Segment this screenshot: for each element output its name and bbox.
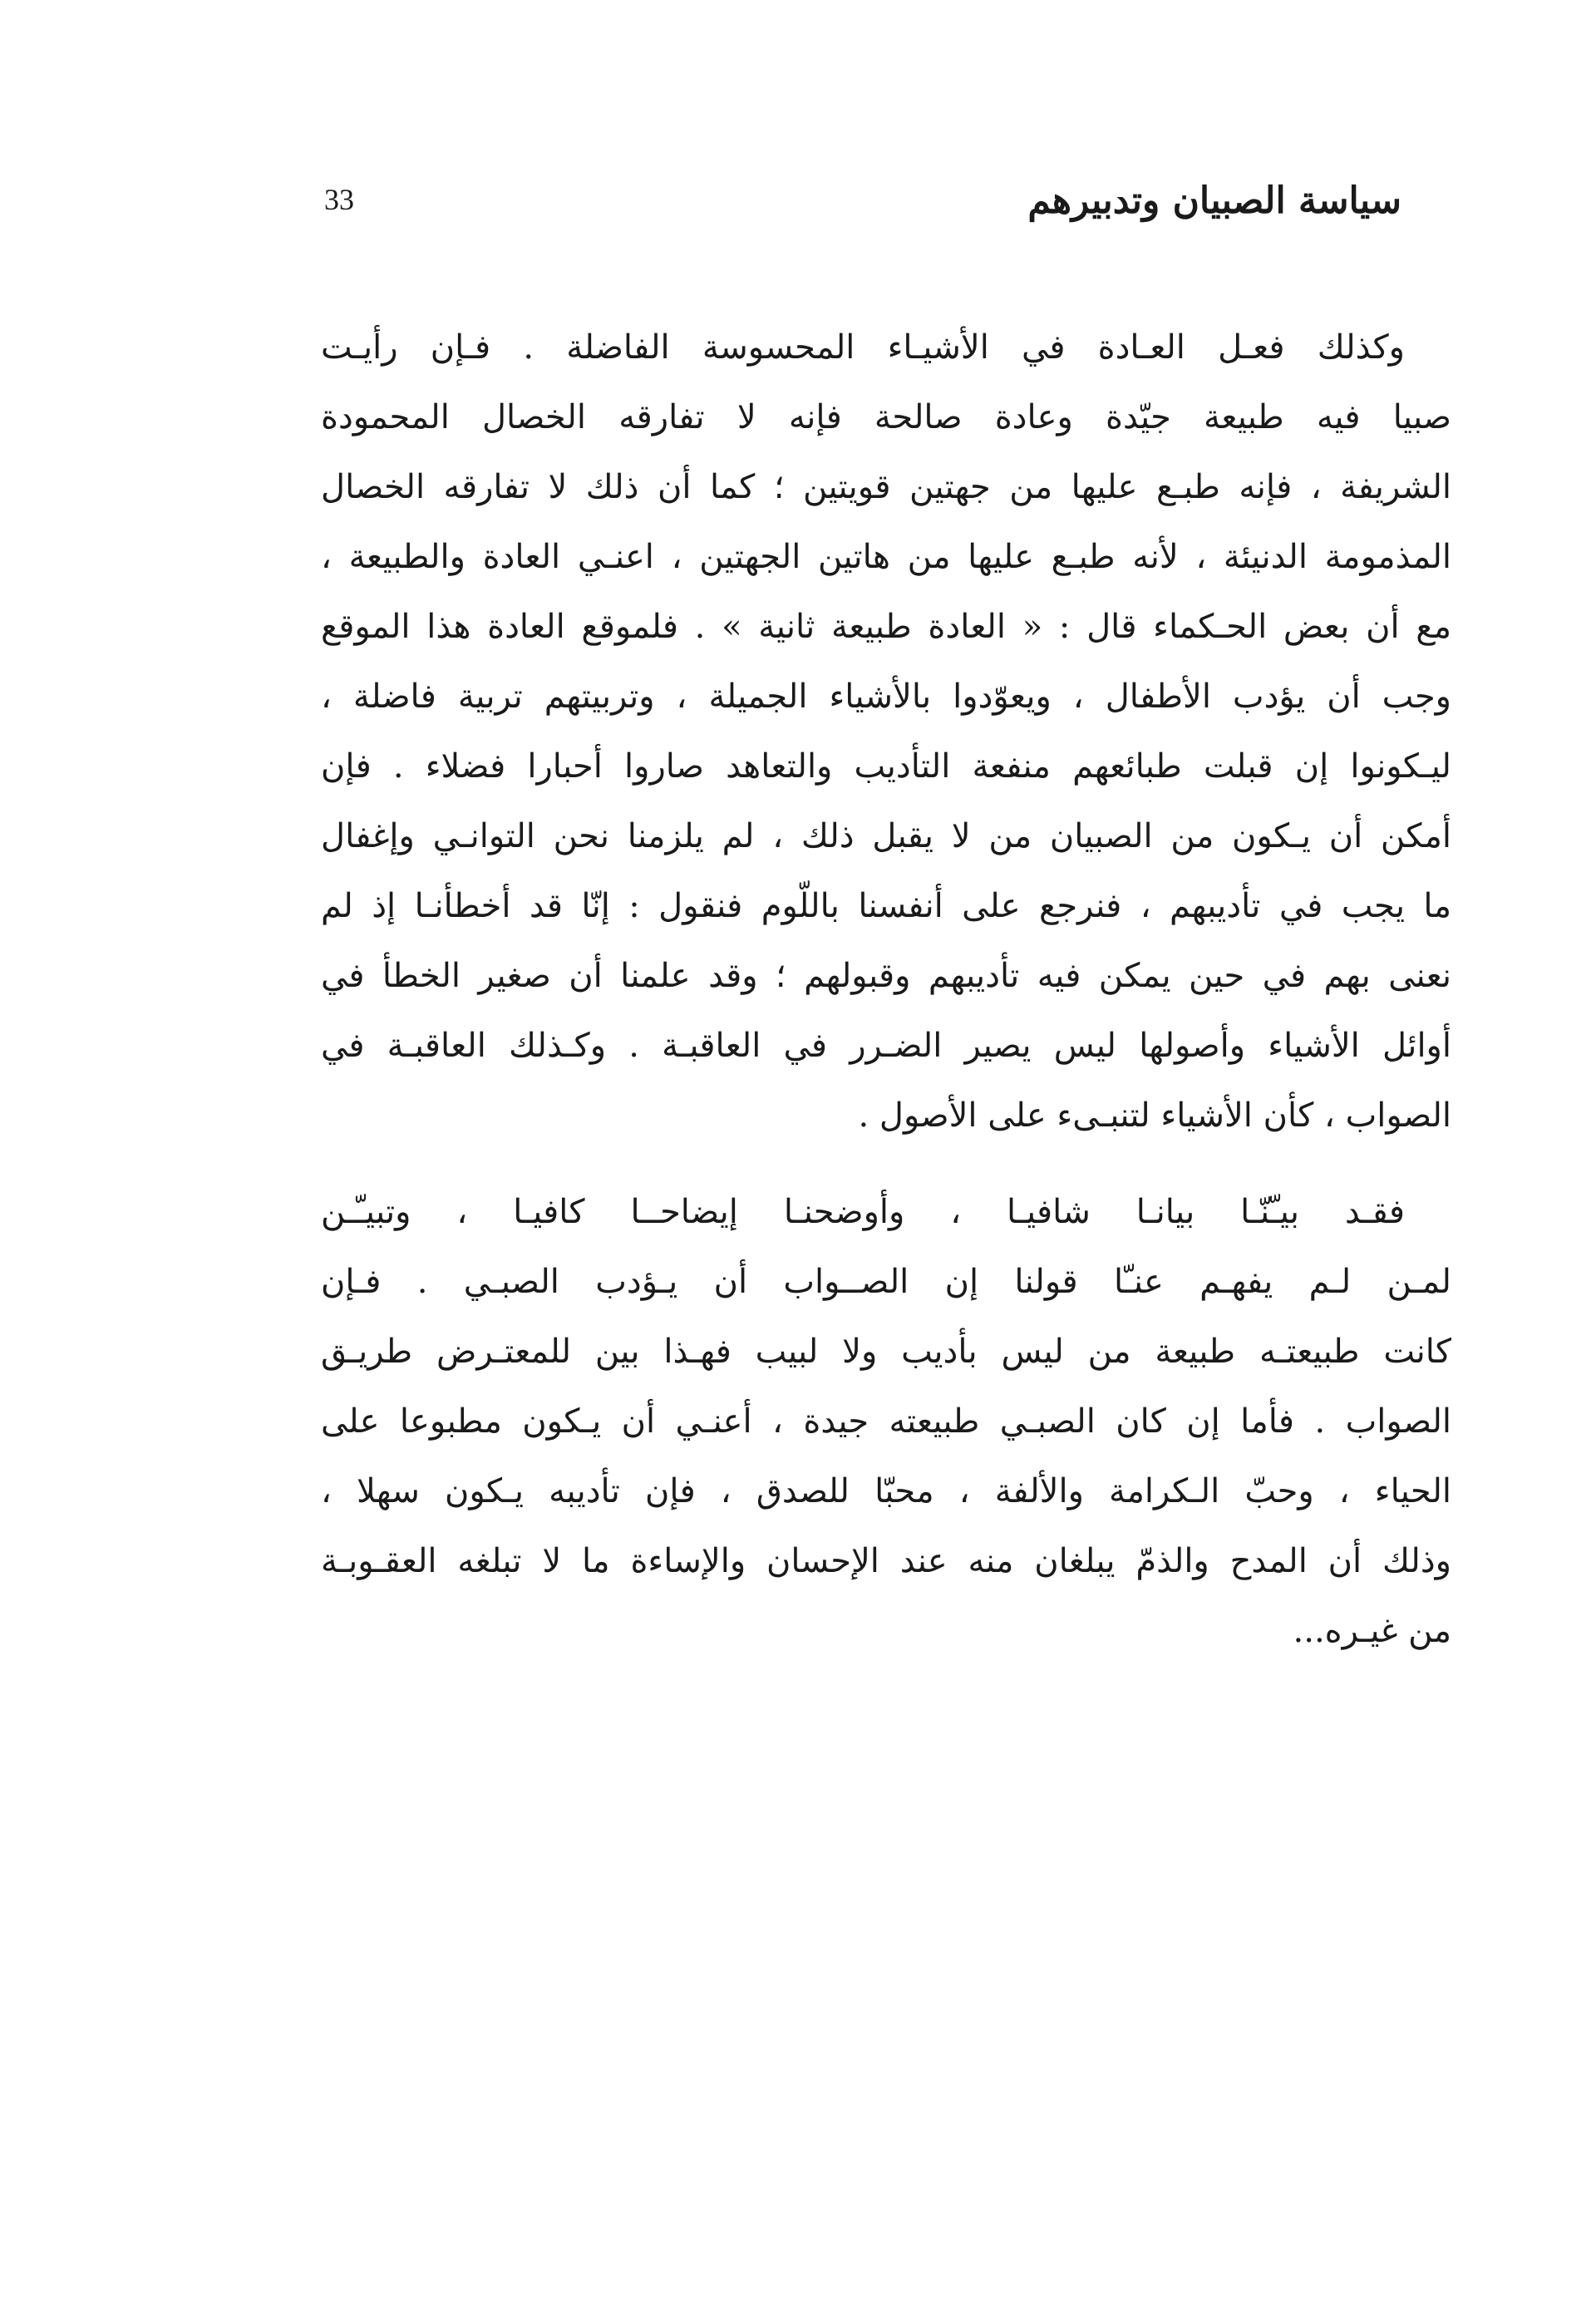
running-title: سياسة الصبيان وتدبيرهم bbox=[1027, 180, 1401, 222]
text-line: مع أن بعض الحـكماء قال : « العادة طبيعة ثانية » . فلموقع العادة هذا الموقع bbox=[321, 608, 1451, 646]
running-header bbox=[321, 176, 1451, 234]
text-line: ليـكونوا إن قبلت طبائعهم منفعة التأديب والتعاهد صاروا أحبارا فضلاء . فإن bbox=[321, 747, 1451, 786]
text-line: لمـن لـم يفهـم عنـّا قولنا إن الصــواب أن يـؤدب الصبـي . فـإن bbox=[321, 1263, 1451, 1301]
text-line: الشريفة ، فإنه طبـع عليها من جهتين قويتين ؛ كما أن ذلك لا تفارقه الخصال bbox=[321, 468, 1451, 506]
text-line: أوائل الأشياء وأصولها ليس يصير الضـرر في العاقبـة . وكـذلك العاقبـة في bbox=[321, 1027, 1451, 1065]
text-line: الصواب . فأما إن كان الصبـي طبيعته جيدة ، أعنـي أن يـكون مطبوعا على bbox=[321, 1402, 1451, 1441]
text-line: وذلك أن المدح والذمّ يبلغان منه عند الإحسان والإساءة ما لا تبلغه العقـوبـة bbox=[321, 1542, 1451, 1580]
text-line: وكذلك فعـل العـادة في الأشيـاء المحسوسة الفاضلة . فـإن رأيـت bbox=[321, 328, 1405, 367]
text-line: أمكن أن يـكون من الصبيان من لا يقبل ذلك ، لم يلزمنا نحن التوانـي وإغفال bbox=[321, 817, 1451, 855]
paragraph-2 bbox=[321, 1177, 1451, 1666]
text-line: نعنى بهم في حين يمكن فيه تأديبهم وقبولهم ؛ وقد علمنا أن صغير الخطأ في bbox=[321, 957, 1451, 995]
paragraph-1 bbox=[321, 313, 1451, 1150]
text-line: ما يجب في تأديبهم ، فنرجع على أنفسنا باللّوم فنقول : إنّا قد أخطأنـا إذ لم bbox=[321, 887, 1451, 925]
text-line: فقـد بيـّنّـا بيانـا شافيـا ، وأوضحنـا إيضاحــا كافيـا ، وتبيـّـن bbox=[321, 1193, 1405, 1231]
text-line: من غيـره... bbox=[1293, 1612, 1451, 1650]
text-line: المذمومة الدنيئة ، لأنه طبـع عليها من هاتين الجهتين ، اعنـي العادة والطبيعة ، bbox=[321, 538, 1451, 576]
body-text bbox=[321, 313, 1451, 1666]
text-line: الحياء ، وحبّ الـكرامة والألفة ، محبّا للصدق ، فإن تأديبه يـكون سهلا ، bbox=[321, 1472, 1451, 1510]
text-line: الصواب ، كأن الأشياء لتنبـىء على الأصول . bbox=[858, 1096, 1451, 1135]
page-number: 33 bbox=[324, 183, 354, 216]
text-line: صبيا فيه طبيعة جيّدة وعادة صالحة فإنه لا تفارقه الخصال المحمودة bbox=[321, 398, 1451, 436]
text-line: كانت طبيعتـه طبيعة من ليس بأديب ولا لبيب فهـذا بين للمعتـرض طريـق bbox=[321, 1333, 1451, 1371]
text-line: وجب أن يؤدب الأطفال ، ويعوّدوا بالأشياء الجميلة ، وتربيتهم تربية فاضلة ، bbox=[321, 677, 1451, 716]
